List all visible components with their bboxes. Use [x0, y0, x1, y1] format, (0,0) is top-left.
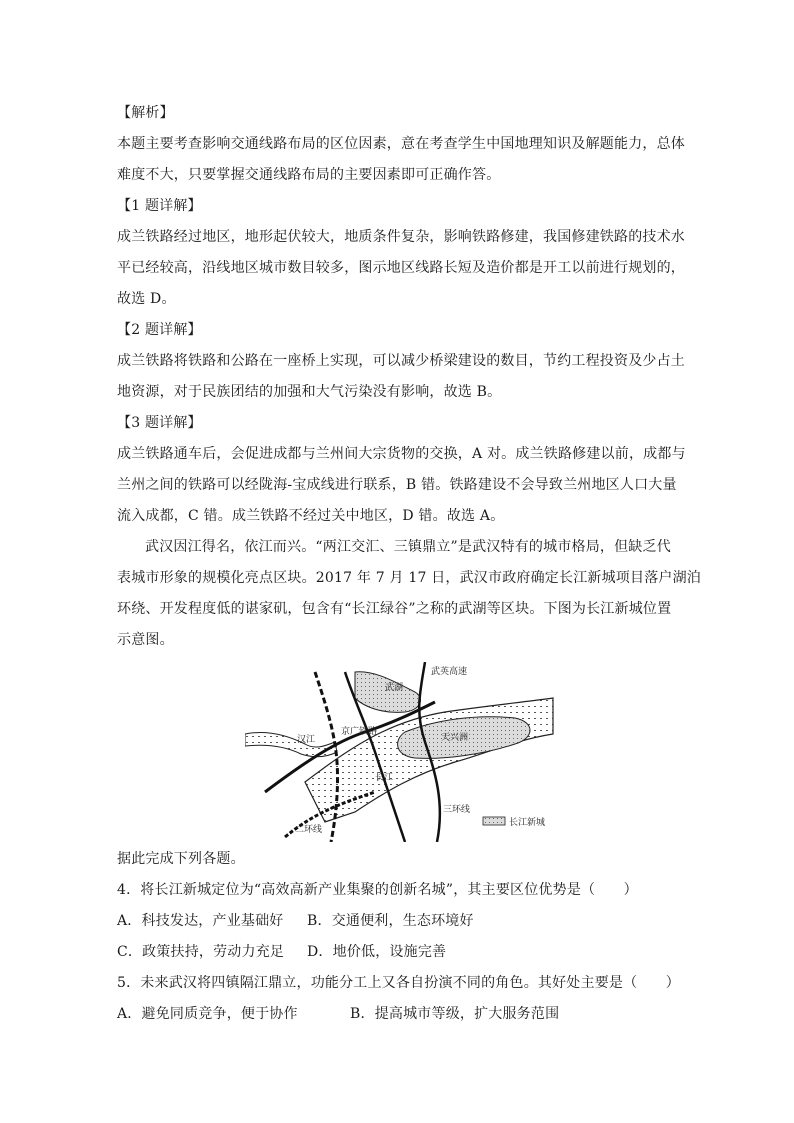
- q3-line-2: 兰州之间的铁路可以经陇海-宝成线进行联系，B 错。铁路建设不会导致兰州地区人口大量: [117, 477, 677, 493]
- q4-option-d[interactable]: D．地价低，设施完善: [307, 944, 447, 960]
- legend-label: 长江新城: [509, 818, 546, 828]
- analysis-line-2: 难度不大，只要掌握交通线路布局的主要因素即可正确作答。: [117, 167, 501, 183]
- q1-heading: 【1 题详解】: [117, 198, 202, 214]
- q4-option-c[interactable]: C．政策扶持，劳动力充足: [117, 944, 285, 960]
- analysis-line-1: 本题主要考查影响交通线路布局的区位因素，意在考查学生中国地理知识及解题能力，总体: [117, 136, 685, 152]
- q4-options-row-1: [117, 906, 687, 937]
- location-map-figure: [245, 662, 555, 842]
- q5-option-a[interactable]: A．避免同质竞争，便于协作: [117, 1006, 298, 1022]
- passage-line-4: 示意图。: [117, 632, 174, 648]
- prompt-text: 据此完成下列各题。: [117, 851, 245, 867]
- map-label-changjiang: 长江: [375, 773, 394, 783]
- q4-stem: 4．将长江新城定位为“高效高新产业集聚的创新名城”，其主要区位优势是（ ）: [117, 882, 638, 898]
- changjiang-new-city-map: [117, 662, 687, 844]
- map-label-rail: 京广铁路: [341, 727, 378, 737]
- q1-line-3: 故选 D。: [117, 291, 176, 307]
- q3-line-3: 流入成都，C 错。成兰铁路不经过关中地区，D 错。故选 A。: [117, 508, 505, 524]
- passage-line-2: 表城市形象的规模化亮点区块。2017 年 7 月 17 日，武汉市政府确定长江新城项目落户湖泊: [117, 570, 701, 586]
- q3-heading: 【3 题详解】: [117, 415, 202, 431]
- q1-line-1: 成兰铁路经过地区，地形起伏较大，地质条件复杂，影响铁路修建，我国修建铁路的技术水: [117, 229, 685, 245]
- map-label-tianxingzhou: 天兴洲: [441, 733, 469, 743]
- q5-stem: 5．未来武汉将四镇隔江鼎立，功能分工上又各自扮演不同的角色。其好处主要是（ ）: [117, 975, 680, 991]
- q4-option-a[interactable]: A．科技发达，产业基础好: [117, 913, 284, 929]
- q2-line-1: 成兰铁路将铁路和公路在一座桥上实现，可以减少桥梁建设的数目，节约工程投资及少占土: [117, 353, 685, 369]
- map-label-wuhu: 武湖: [385, 683, 404, 693]
- map-label-ring3: 三环线: [443, 805, 471, 815]
- q3-line-1: 成兰铁路通车后，会促进成都与兰州间大宗货物的交换，A 对。成兰铁路修建以前，成都与: [117, 446, 686, 462]
- document-page: [117, 98, 701, 1030]
- q4-option-b[interactable]: B．交通便利，生态环境好: [307, 913, 474, 929]
- q5-options-row-1: [117, 999, 687, 1030]
- legend-swatch: [483, 817, 505, 825]
- q1-line-2: 平已经较高，沿线地区城市数目较多，图示地区线路长短及造价都是开工以前进行规划的，: [117, 260, 685, 276]
- passage-line-1: 武汉因江得名，依江而兴。“两江交汇、三镇鼎立”是武汉特有的城市格局，但缺乏代: [145, 539, 671, 555]
- passage-line-3: 环绕、开发程度低的谌家矶，包含有“长江绿谷”之称的武湖等区块。下图为长江新城位置: [117, 601, 672, 617]
- q2-line-2: 地资源，对于民族团结的加强和大气污染没有影响，故选 B。: [117, 384, 502, 400]
- q2-heading: 【2 题详解】: [117, 322, 202, 338]
- map-label-ring2: 二环线: [295, 825, 323, 835]
- map-label-hanjiang: 汉江: [297, 735, 316, 745]
- q5-option-b[interactable]: B．提高城市等级，扩大服务范围: [350, 1006, 560, 1022]
- analysis-heading: 【解析】: [117, 105, 174, 121]
- q4-options-row-2: [117, 937, 687, 968]
- map-label-expressway: 武英高速: [431, 667, 468, 677]
